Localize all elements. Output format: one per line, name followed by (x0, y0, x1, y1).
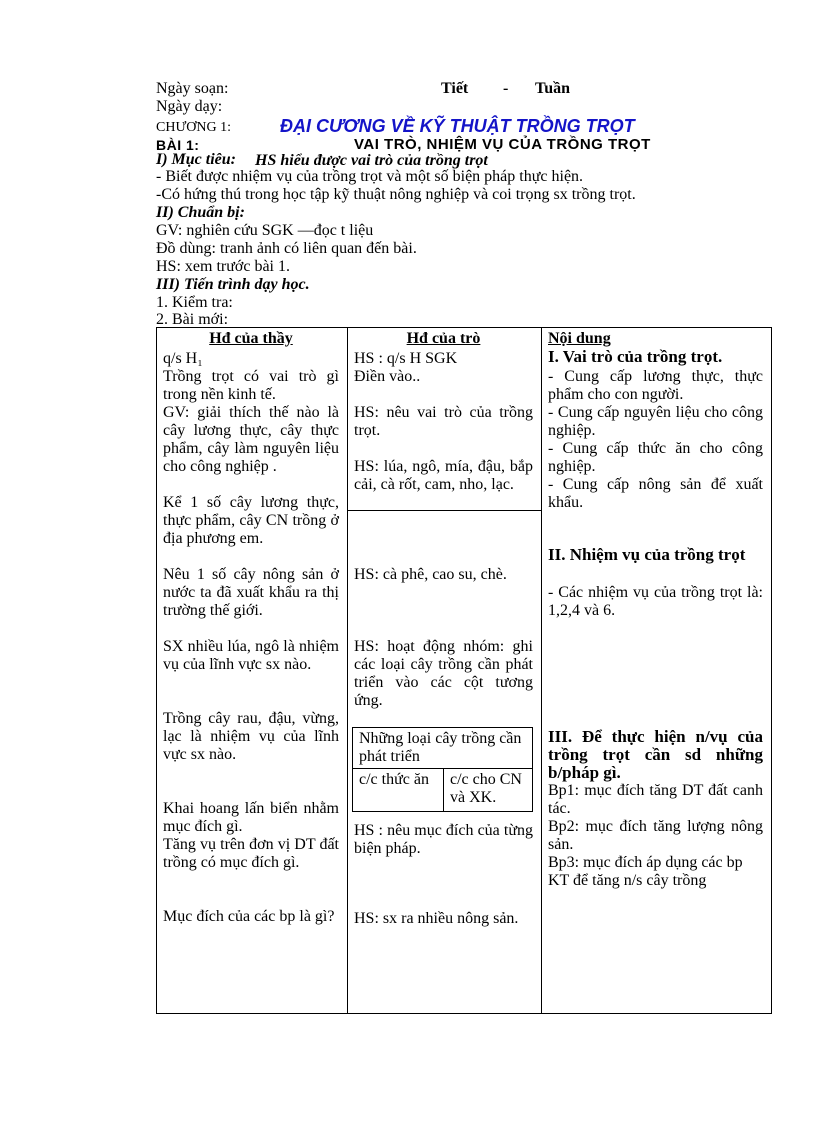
thay-item: Kể 1 số cây lương thực, thực phẩm, cây CN trồng ở địa phương em. (163, 494, 339, 547)
muc-tieu-sub: HS hiểu được vai trò của trồng trọt (255, 152, 488, 169)
muc-tieu-heading: I) Mục tiêu: (156, 151, 236, 168)
chuan-bi-2: Đồ dùng: tranh ảnh có liên quan đến bài. (156, 240, 417, 257)
col-noi-dung (542, 328, 772, 1014)
tro-item: HS : q/s H SGK (354, 350, 458, 367)
inner-col-1: c/c thức ăn (353, 769, 444, 812)
noi-dung-item: - Các nhiệm vụ của trồng trọt là: 1,2,4 và 6. (548, 584, 763, 619)
col-thay (157, 328, 348, 1014)
thay-item: Nêu 1 số cây nông sản ở nước ta đã xuất khẩu ra thị trường thế giới. (163, 566, 339, 619)
thay-item: SX nhiều lúa, ngô là nhiệm vụ của lĩnh vực sx nào. (163, 638, 339, 673)
chuong-title: ĐẠI CƯƠNG VỀ KỸ THUẬT TRỒNG TRỌT (280, 116, 635, 136)
chuong-label: CHƯƠNG 1: (156, 120, 232, 135)
header-thay: Hđ của thầy (209, 330, 293, 347)
tro-item: HS: lúa, ngô, mía, đậu, bắp cải, cà rốt, cam, nho, lạc. (354, 458, 533, 493)
noi-dung-item: - Cung cấp nông sản để xuất khẩu. (548, 476, 763, 511)
chuan-bi-heading: II) Chuẩn bị: (156, 204, 245, 221)
header-noi-dung: Nội dung (548, 330, 611, 347)
tro-item: HS: cà phê, cao su, chè. (354, 566, 507, 583)
tro-item: HS: nêu vai trò của trồng trọt. (354, 404, 533, 439)
thay-item: Tăng vụ trên đơn vị DT đất trồng có mục đích gì. (163, 836, 339, 871)
tro-item: HS: hoạt động nhóm: ghi các loại cây trồng cần phát triển vào các cột tương ứng. (354, 638, 533, 709)
ngay-soan-label: Ngày soạn: (156, 80, 229, 97)
divider (347, 510, 541, 511)
inner-col-2: c/c cho CN và XK. (444, 769, 533, 812)
noi-dung-item: - Cung cấp thức ăn cho công nghiệp. (548, 440, 763, 475)
thay-item: Trồng trọt có vai trò gì trong nền kinh tế. (163, 368, 339, 403)
tro-item: HS : nêu mục đích của từng biện pháp. (354, 822, 533, 857)
noi-dung-item: Bp3: mục đích áp dụng các bp KT để tăng n/s cây trồng (548, 854, 743, 889)
kiem-tra: 1. Kiểm tra: (156, 294, 233, 311)
thay-item: Mục đích của các bp là gì? (163, 908, 335, 925)
tuan-label: Tuần (535, 80, 570, 97)
inner-crop-table (352, 727, 533, 812)
thay-item: Trồng cây rau, đậu, vừng, lạc là nhiệm vụ của lĩnh vực sx nào. (163, 710, 339, 763)
dash: - (503, 80, 509, 97)
ngay-day-label: Ngày dạy: (156, 98, 223, 115)
chuan-bi-3: HS: xem trước bài 1. (156, 258, 290, 275)
noi-dung-item: Bp2: mục đích tăng lượng nông sản. (548, 818, 763, 853)
thay-item: q/s H₁ (163, 350, 203, 367)
chuan-bi-1: GV: nghiên cứu SGK —đọc t liệu (156, 222, 374, 239)
col-tro (348, 328, 542, 1014)
tiet-label: Tiết (441, 80, 469, 97)
muc-tieu-2: -Có hứng thú trong học tập kỹ thuật nông nghiệp và coi trọng sx trồng trọt. (156, 186, 636, 203)
thay-item: GV: giải thích thế nào là cây lương thực, cây thực phẩm, cây làm nguyên liệu cho công nghiệp . (163, 404, 339, 475)
inner-header: Những loại cây trồng cần phát triển (353, 728, 533, 769)
noi-dung-heading-3: III. Để thực hiện n/vụ của trồng trọt cần sd những b/pháp gì. (548, 727, 763, 782)
noi-dung-heading-2: II. Nhiệm vụ của trồng trọt (548, 545, 746, 564)
lesson-table (156, 327, 772, 1014)
bai-label: BÀI 1: (156, 137, 200, 153)
tro-item: HS: sx ra nhiều nông sản. (354, 910, 519, 927)
thay-item: Khai hoang lấn biển nhằm mục đích gì. (163, 800, 339, 835)
noi-dung-heading-1: I. Vai trò của trồng trọt. (548, 347, 723, 366)
muc-tieu-1: - Biết được nhiệm vụ của trồng trọt và một số biện pháp thực hiện. (156, 168, 584, 185)
header-tro: Hđ của trò (406, 330, 481, 347)
tien-trinh-heading: III) Tiến trình dạy học. (156, 276, 310, 293)
tro-item: Điền vào.. (354, 368, 421, 385)
noi-dung-item: - Cung cấp nguyên liệu cho công nghiệp. (548, 404, 763, 439)
bai-moi: 2. Bài mới: (156, 311, 229, 328)
noi-dung-item: - Cung cấp lương thực, thực phẩm cho con người. (548, 368, 763, 403)
noi-dung-item: Bp1: mục đích tăng DT đất canh tác. (548, 782, 763, 817)
bai-title: VAI TRÒ, NHIỆM VỤ CỦA TRỒNG TRỌT (354, 136, 651, 153)
